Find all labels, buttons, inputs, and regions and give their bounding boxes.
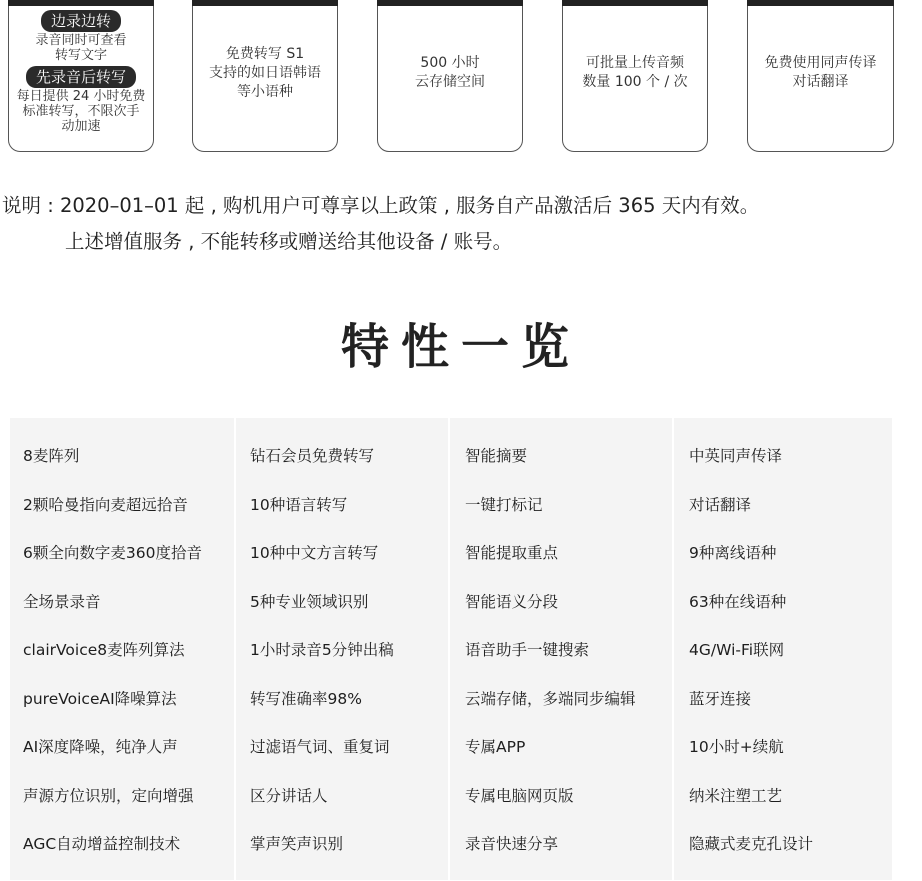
service-card-languages	[192, 0, 338, 152]
policy-note-line: 上述增值服务 , 不能转移或赠送给其他设备 / 账号。	[65, 230, 513, 253]
feature-item: 6颗全向数字麦360度拾音	[23, 544, 202, 562]
feature-column-audio	[10, 418, 234, 880]
card-text: 动加速	[61, 119, 101, 134]
feature-item: 纳米注塑工艺	[689, 786, 783, 805]
feature-item: 云端存储，多端同步编辑	[465, 689, 636, 708]
service-card-translation	[747, 0, 894, 152]
card-text: 500 小时	[420, 55, 480, 71]
policy-note-line: 说明 : 2020–01–01 起 , 购机用户可尊享以上政策 , 服务自产品激活后 365 天内有效。	[2, 194, 760, 217]
feature-item: 10小时+续航	[689, 738, 784, 756]
service-card-batch-upload	[562, 0, 708, 152]
feature-item: 4G/Wi-Fi联网	[689, 641, 785, 659]
feature-item: 转写准确率98%	[250, 689, 362, 708]
feature-item: 中英同声传译	[689, 447, 783, 465]
feature-item: 智能摘要	[465, 447, 528, 465]
feature-item: 语音助手一键搜索	[465, 641, 590, 659]
feature-item: 专属APP	[465, 738, 526, 756]
feature-item: 智能语义分段	[465, 592, 559, 611]
feature-item: 专属电脑网页版	[465, 786, 574, 805]
card-text: 云存储空间	[415, 74, 485, 90]
card-text: 转写文字	[54, 48, 107, 63]
feature-item: AI深度降噪，纯净人声	[23, 738, 178, 756]
badge-record-transcribe: 边录边转	[41, 10, 121, 32]
feature-item: 录音快速分享	[465, 835, 559, 853]
feature-item: 过滤语气词、重复词	[250, 738, 390, 756]
feature-item: clairVoice8麦阵列算法	[23, 641, 185, 659]
section-title: 特性一览	[340, 319, 581, 375]
feature-item: 8麦阵列	[23, 447, 80, 465]
feature-table	[10, 418, 892, 880]
feature-item: 1小时录音5分钟出稿	[250, 641, 394, 659]
feature-item: 区分讲话人	[250, 786, 328, 805]
feature-item: 10种语言转写	[250, 495, 348, 514]
service-cards	[0, 0, 922, 160]
feature-item: 全场景录音	[23, 592, 101, 611]
feature-item: 掌声笑声识别	[250, 835, 344, 853]
feature-item: 一键打标记	[465, 495, 543, 514]
feature-column-translation	[674, 418, 892, 880]
feature-item: 智能提取重点	[465, 544, 559, 562]
service-card-storage	[377, 0, 523, 152]
feature-item: pureVoiceAI降噪算法	[23, 689, 177, 708]
card-text: 可批量上传音频	[586, 55, 684, 71]
card-text: 每日提供 24 小时免费	[16, 89, 146, 104]
feature-item: 声源方位识别，定向增强	[23, 786, 194, 805]
feature-item: 5种专业领域识别	[250, 592, 369, 611]
card-text: 录音同时可查看	[35, 33, 127, 48]
feature-column-transcription	[236, 418, 448, 880]
feature-item: 蓝牙连接	[689, 689, 752, 708]
feature-column-smart	[450, 418, 672, 880]
card-text: 数量 100 个 / 次	[582, 74, 688, 90]
card-text: 免费使用同声传译	[764, 55, 877, 71]
feature-item: 2颗哈曼指向麦超远拾音	[23, 495, 188, 514]
badge-record-then-transcribe: 先录音后转写	[26, 66, 136, 88]
feature-item: 9种离线语种	[689, 544, 777, 562]
card-text: 标准转写，不限次手	[22, 104, 140, 119]
feature-item: 10种中文方言转写	[250, 544, 379, 562]
card-text: 免费转写 S1	[225, 45, 305, 62]
feature-item: 隐藏式麦克孔设计	[689, 835, 814, 853]
feature-item: 钻石会员免费转写	[250, 447, 375, 465]
card-text: 等小语种	[237, 83, 293, 100]
feature-item: 63种在线语种	[689, 592, 787, 611]
feature-item: 对话翻译	[689, 495, 752, 514]
card-text: 对话翻译	[792, 74, 849, 90]
card-text: 支持的如日语韩语	[209, 64, 321, 81]
policy-note	[2, 188, 922, 260]
feature-item: AGC自动增益控制技术	[23, 835, 181, 853]
service-card-transcribe	[8, 0, 154, 152]
